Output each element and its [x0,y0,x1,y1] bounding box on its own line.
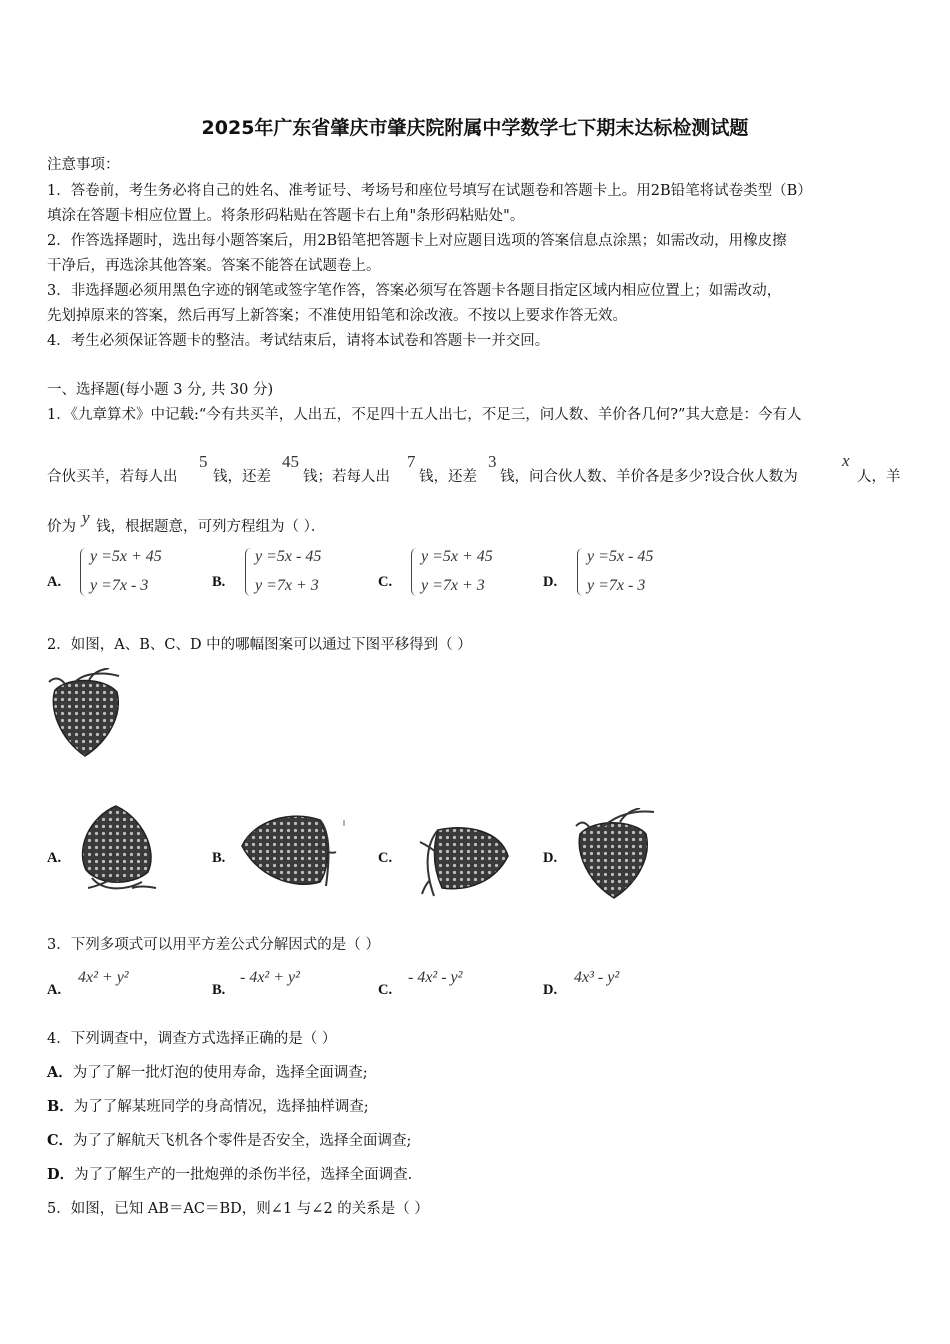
q1-value: 45 [282,452,299,471]
strawberry-option-a-image [72,802,162,894]
q2-text: 2．如图，A、B、C、D 中的哪幅图案可以通过下图平移得到（ ） [47,637,472,653]
q1-text: 人，羊 [857,469,901,485]
q2-option-b-label[interactable]: B. [212,850,226,866]
q4-option-d-text: 为了了解生产的一批炮弹的杀伤半径，选择全面调查. [74,1167,413,1183]
notice-line: 3．非选择题必须用黑色字迹的钢笔或签字笔作答，答案必须写在答题卡各题目指定区域内相应位置上；如需改动， [47,283,782,299]
q3-option-a-expr: 4x² + y² [78,969,129,986]
section-heading: 一、选择题(每小题 3 分, 共 30 分) [47,382,274,398]
q1-option-c-label[interactable]: C. [378,574,393,590]
notice-line: 填涂在答题卡相应位置上。将条形码粘贴在答题卡右上角"条形码粘贴处"。 [47,208,525,224]
q4-option-a[interactable] [47,1061,368,1082]
brace-icon [577,548,586,596]
q4-option-b-label: B． [47,1098,74,1115]
q1-text: 钱，还差 [213,469,271,485]
q3-option-d-expr: 4x³ - y² [574,969,620,986]
q3-option-a-label[interactable]: A. [47,982,62,998]
strawberry-reference-image [45,668,127,760]
q1-option-b-eq1: y =5x - 45 [255,548,322,565]
q1-option-c-eq1: y =5x + 45 [421,548,493,565]
q1-option-b-eq2: y =7x + 3 [255,577,319,594]
q1-text: 钱，问合伙人数、羊价各是多少?设合伙人数为 [500,469,798,485]
q1-variable: x [842,451,850,470]
notice-line: 4．考生必须保证答题卡的整洁。考试结束后，请将本试卷和答题卡一并交回。 [47,333,550,349]
q3-option-c-label[interactable]: C. [378,982,393,998]
q4-option-d[interactable] [47,1163,412,1184]
notice-line: 先划掉原来的答案，然后再写上新答案；不准使用铅笔和涂改液。不按以上要求作答无效。 [47,308,627,324]
q3-option-d-label[interactable]: D. [543,982,558,998]
q1-value: 7 [407,452,416,471]
q1-option-d-eq1: y =5x - 45 [587,548,654,565]
q1-value: 5 [199,452,208,471]
q1-text: 钱，根据题意，可列方程组为（ ）． [96,519,326,535]
notice-line: 2．作答选择题时，选出每小题答案后，用2B铅笔把答题卡上对应题目选项的答案信息点涂黑；如需改动，用橡皮擦 [47,233,787,249]
q1-value: 3 [488,452,497,471]
q1-text: 价为 [47,519,76,535]
q4-option-a-text: 为了了解一批灯泡的使用寿命，选择全面调查; [72,1065,368,1081]
strawberry-option-c-image [416,820,512,898]
q3-option-b-label[interactable]: B. [212,982,226,998]
q4-option-d-label: D． [47,1166,75,1183]
q1-option-d-label[interactable]: D. [543,574,558,590]
q1-text: 钱；若每人出 [303,469,390,485]
q4-option-c-text: 为了了解航天飞机各个零件是否安全，选择全面调查; [73,1133,412,1149]
q1-option-a-label[interactable]: A. [47,574,62,590]
q1-option-c-eq2: y =7x + 3 [421,577,485,594]
q1-text: 合伙买羊，若每人出 [47,469,178,485]
q3-text: 3．下列多项式可以用平方差公式分解因式的是（ ） [47,937,380,953]
q4-option-c-label: C． [47,1132,74,1149]
q4-option-a-label: A． [47,1064,73,1081]
q2-option-c-label[interactable]: C. [378,850,393,866]
q4-option-b-text: 为了了解某班同学的身高情况，选择抽样调查; [73,1099,369,1115]
q2-option-a-label[interactable]: A. [47,850,62,866]
brace-icon [411,548,420,596]
strawberry-option-d-image [574,808,658,900]
notice-line: 干净后，再选涂其他答案。答案不能答在试题卷上。 [47,258,381,274]
q4-option-c[interactable] [47,1129,411,1150]
q1-variable: y [82,508,90,527]
q3-option-b-expr: - 4x² + y² [240,969,300,986]
q4-option-b[interactable] [47,1095,369,1116]
q4-text: 4．下列调查中，调查方式选择正确的是（ ） [47,1031,337,1047]
notice-line: 1．答卷前，考生务必将自己的姓名、准考证号、考场号和座位号填写在试题卷和答题卡上。用2B铅笔将试卷类型（B） [47,183,812,199]
q2-option-d-label[interactable]: D. [543,850,558,866]
q1-option-d-eq2: y =7x - 3 [587,577,646,594]
brace-icon [245,548,254,596]
q1-option-a-eq2: y =7x - 3 [90,577,149,594]
q1-line1: 1．《九章算术》中记载:“今有共买羊，人出五，不足四十五人出七，不足三，问人数、羊价各几何?”其大意是：今有人 [47,407,802,423]
page-title: 2025年广东省肇庆市肇庆院附属中学数学七下期末达标检测试题 [201,117,749,139]
q1-option-a-eq1: y =5x + 45 [90,548,162,565]
brace-icon [80,548,89,596]
q1-option-b-label[interactable]: B. [212,574,226,590]
q3-option-c-expr: - 4x² - y² [408,969,463,986]
q5-text: 5．如图，已知 AB＝AC＝BD，则∠1 与∠2 的关系是（ ） [47,1201,429,1217]
notice-heading: 注意事项： [47,157,120,173]
strawberry-option-b-image [236,806,348,892]
q1-text: 钱，还差 [419,469,477,485]
